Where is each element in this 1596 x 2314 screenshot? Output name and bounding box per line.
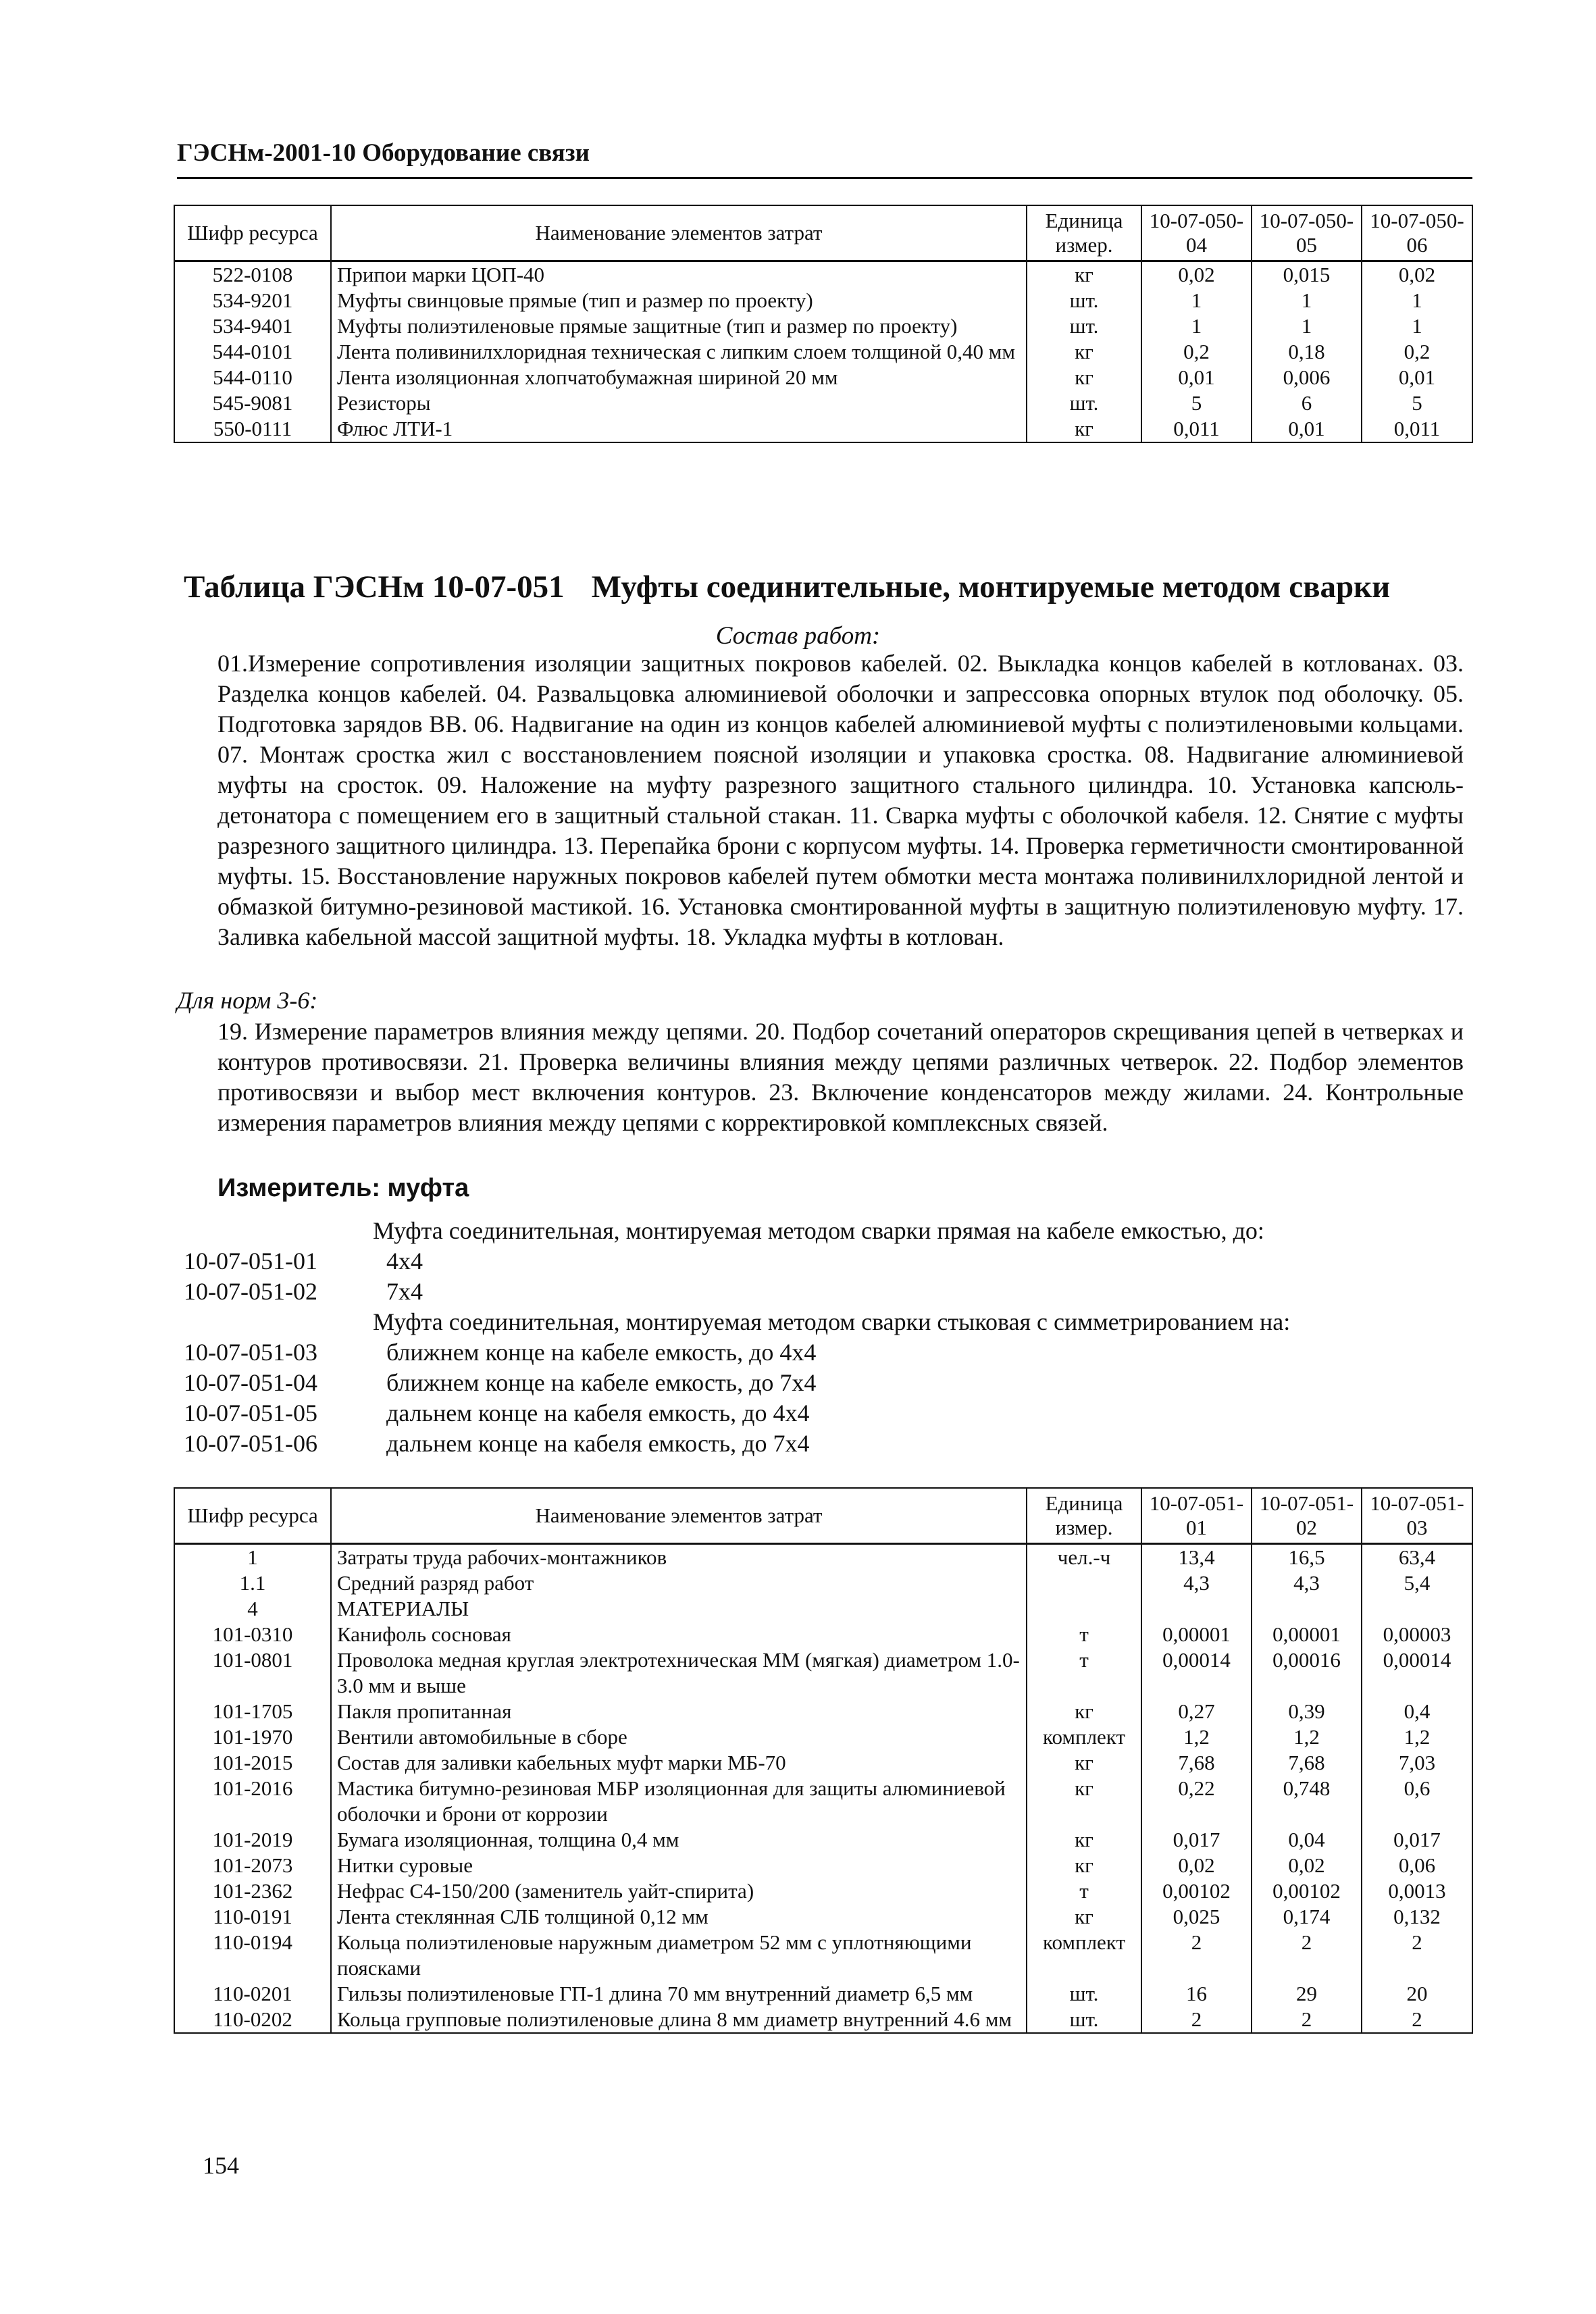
- row-name: Средний разряд работ: [331, 1570, 1027, 1596]
- row-value-3: 0,011: [1362, 416, 1472, 442]
- row-unit: кг: [1027, 1827, 1141, 1853]
- row-unit: кг: [1027, 261, 1141, 288]
- row-code: 534-9201: [174, 288, 331, 313]
- table-row: [174, 1776, 1472, 1827]
- row-name: Вентили автомобильные в сборе: [331, 1724, 1027, 1750]
- row-value-2: 1,2: [1252, 1724, 1362, 1750]
- row-name: Гильзы полиэтиленовые ГП-1 длина 70 мм внутренний диаметр 6,5 мм: [331, 1981, 1027, 2007]
- row-unit: т: [1027, 1622, 1141, 1647]
- row-unit: т: [1027, 1878, 1141, 1904]
- page-number: 154: [203, 2152, 239, 2179]
- table-row: [174, 1544, 1472, 1571]
- row-unit: шт.: [1027, 2007, 1141, 2033]
- row-unit: [1027, 1596, 1141, 1622]
- row-value-3: 0,00014: [1362, 1647, 1472, 1699]
- work-composition-text: 01.Измерение сопротивления изоляции защитных покровов кабелей. 02. Выкладка концов кабелей в котлованах. 03. Разделка концов кабелей. 04. Развальцовка алюминиевой оболочки и запрессовка опорных втулок под оболочку. 05. Подготовка зарядов ВВ. 06. Надвигание на один из концов кабелей алюминиевой муфты с полиэтиленовыми кольцами. 07. Монтаж сростка жил с восстановлением поясной изоляции и упаковка сростка. 08. Надвигание алюминиевой муфты на сросток. 09. Наложение на муфту разрезного защитного стального цилиндра. 10. Установка капсюль-детонатора с помещением его в защитный стальной стакан. 11. Сварка муфты с оболочкой кабеля. 12. Снятие с муфты разрезного защитного цилиндра. 13. Перепайка брони с корпусом муфты. 14. Проверка герметичности смонтированной муфты. 15. Восстановление наружных покровов кабелей путем обмотки места монтажа поливинилхлоридной лентой и обмазкой битумно-резиновой мастикой. 16. Установка смонтированной муфты в защитную полиэтиленовую муфту. 17. Заливка кабельной массой защитной муфты. 18. Укладка муфты в котлован.: [217, 650, 1464, 950]
- row-code: 101-1705: [174, 1699, 331, 1724]
- norm-code: 10-07-051-05: [184, 1399, 317, 1426]
- row-unit: шт.: [1027, 288, 1141, 313]
- table-row: [174, 416, 1472, 442]
- row-value-2: 0,006: [1252, 365, 1362, 390]
- row-unit: кг: [1027, 1853, 1141, 1878]
- table-row: [174, 1853, 1472, 1878]
- row-value-3: 0,02: [1362, 261, 1472, 288]
- running-header: ГЭСНм-2001-10 Оборудование связи: [177, 139, 590, 167]
- table-row: [174, 1827, 1472, 1853]
- table-row: [174, 1981, 1472, 2007]
- table-row: [174, 288, 1472, 313]
- row-value-3: 0,06: [1362, 1853, 1472, 1878]
- norm-list: [184, 1216, 1290, 1459]
- row-name: Резисторы: [331, 390, 1027, 416]
- row-code: 110-0191: [174, 1904, 331, 1930]
- row-code: 4: [174, 1596, 331, 1622]
- norm-code: 10-07-051-04: [184, 1369, 317, 1396]
- row-value-1: 13,4: [1141, 1544, 1252, 1571]
- row-code: 101-2073: [174, 1853, 331, 1878]
- norm-text: дальнем конце на кабеля емкость, до 7х4: [386, 1430, 810, 1457]
- table-header-row: [174, 1488, 1472, 1544]
- row-value-1: 0,2: [1141, 339, 1252, 365]
- table-header-row: [174, 205, 1472, 261]
- row-unit: шт.: [1027, 1981, 1141, 2007]
- row-value-2: 0,00102: [1252, 1878, 1362, 1904]
- table-row: [174, 1570, 1472, 1596]
- row-value-3: 1: [1362, 288, 1472, 313]
- header-unit: Единица измер.: [1027, 1488, 1141, 1544]
- table-row: [174, 1750, 1472, 1776]
- work-composition: [217, 648, 1464, 952]
- row-name: Муфты свинцовые прямые (тип и размер по проекту): [331, 288, 1027, 313]
- row-name: Муфты полиэтиленовые прямые защитные (тип и размер по проекту): [331, 313, 1027, 339]
- table-row: [174, 1622, 1472, 1647]
- row-value-3: 2: [1362, 2007, 1472, 2033]
- row-unit: кг: [1027, 339, 1141, 365]
- extra-work-composition: [217, 1017, 1464, 1138]
- row-value-3: 20: [1362, 1981, 1472, 2007]
- row-value-3: 0,017: [1362, 1827, 1472, 1853]
- norm-group-heading: Муфта соединительная, монтируемая методом сварки стыковая с симметрированием на:: [373, 1308, 1291, 1335]
- row-code: 1: [174, 1544, 331, 1571]
- norm-item: [184, 1277, 1290, 1307]
- row-unit: шт.: [1027, 313, 1141, 339]
- row-value-3: 0,01: [1362, 365, 1472, 390]
- row-code: 110-0201: [174, 1981, 331, 2007]
- row-value-1: 7,68: [1141, 1750, 1252, 1776]
- row-value-2: 0,18: [1252, 339, 1362, 365]
- row-code: 522-0108: [174, 261, 331, 288]
- row-name: Мастика битумно-резиновая МБР изоляционная для защиты алюминиевой оболочки и брони от коррозии: [331, 1776, 1027, 1827]
- measure-label: Измеритель: муфта: [217, 1174, 469, 1202]
- row-value-2: 4,3: [1252, 1570, 1362, 1596]
- row-value-3: [1362, 1596, 1472, 1622]
- table-row: [174, 261, 1472, 288]
- row-name: Лента стеклянная СЛБ толщиной 0,12 мм: [331, 1904, 1027, 1930]
- table2-body: [174, 1544, 1472, 2034]
- table1-body: [174, 261, 1472, 443]
- row-value-2: 1: [1252, 313, 1362, 339]
- header-col-3: 10-07-051-03: [1362, 1488, 1472, 1544]
- row-unit: кг: [1027, 1699, 1141, 1724]
- row-value-1: 2: [1141, 2007, 1252, 2033]
- resource-table-1: [174, 205, 1473, 443]
- row-unit: чел.-ч: [1027, 1544, 1141, 1571]
- row-value-2: 6: [1252, 390, 1362, 416]
- row-value-1: 0,00014: [1141, 1647, 1252, 1699]
- header-rule: [177, 177, 1472, 179]
- header-name: Наименование элементов затрат: [331, 1488, 1027, 1544]
- row-code: 101-2016: [174, 1776, 331, 1827]
- norm-text: ближнем конце на кабеле емкость, до 7х4: [386, 1369, 817, 1396]
- table-row: [174, 1699, 1472, 1724]
- row-value-2: 2: [1252, 1930, 1362, 1981]
- resource-table-2: [174, 1487, 1473, 2034]
- composition-heading: Состав работ:: [715, 622, 881, 650]
- row-value-1: 1,2: [1141, 1724, 1252, 1750]
- row-name: МАТЕРИАЛЫ: [331, 1596, 1027, 1622]
- table-row: [174, 1878, 1472, 1904]
- row-value-2: 0,00016: [1252, 1647, 1362, 1699]
- row-code: 534-9401: [174, 313, 331, 339]
- row-value-2: 0,39: [1252, 1699, 1362, 1724]
- table-row: [174, 1904, 1472, 1930]
- row-value-2: 0,02: [1252, 1853, 1362, 1878]
- norm-text: 4х4: [386, 1248, 423, 1275]
- row-value-2: 7,68: [1252, 1750, 1362, 1776]
- norm-item: [184, 1246, 1290, 1277]
- row-value-3: 0,2: [1362, 339, 1472, 365]
- row-value-2: 0,01: [1252, 416, 1362, 442]
- header-col-3: 10-07-050-06: [1362, 205, 1472, 261]
- row-unit: кг: [1027, 416, 1141, 442]
- row-value-3: 0,4: [1362, 1699, 1472, 1724]
- row-code: 545-9081: [174, 390, 331, 416]
- row-code: 101-2019: [174, 1827, 331, 1853]
- row-value-3: 63,4: [1362, 1544, 1472, 1571]
- row-value-3: 7,03: [1362, 1750, 1472, 1776]
- row-code: 101-0310: [174, 1622, 331, 1647]
- row-value-1: [1141, 1596, 1252, 1622]
- row-unit: кг: [1027, 1904, 1141, 1930]
- row-name: Кольца полиэтиленовые наружным диаметром 52 мм с уплотняющими поясками: [331, 1930, 1027, 1981]
- norm-text: дальнем конце на кабеля емкость, до 4х4: [386, 1399, 810, 1426]
- header-unit: Единица измер.: [1027, 205, 1141, 261]
- row-unit: комплект: [1027, 1724, 1141, 1750]
- norm-item: [184, 1398, 1290, 1429]
- row-name: Проволока медная круглая электротехническая ММ (мягкая) диаметром 1.0-3.0 мм и выше: [331, 1647, 1027, 1699]
- header-col-2: 10-07-050-05: [1252, 205, 1362, 261]
- row-name: Флюс ЛТИ-1: [331, 416, 1027, 442]
- row-unit: кг: [1027, 1776, 1141, 1827]
- row-value-1: 4,3: [1141, 1570, 1252, 1596]
- row-name: Кольца групповые полиэтиленовые длина 8 мм диаметр внутренний 4.6 мм: [331, 2007, 1027, 2033]
- norm-item: [184, 1337, 1290, 1368]
- row-unit: [1027, 1570, 1141, 1596]
- norm-text: ближнем конце на кабеле емкость, до 4х4: [386, 1339, 817, 1366]
- row-value-1: 0,01: [1141, 365, 1252, 390]
- row-name: Припои марки ЦОП-40: [331, 261, 1027, 288]
- row-value-2: [1252, 1596, 1362, 1622]
- row-value-2: 0,174: [1252, 1904, 1362, 1930]
- row-value-3: 0,6: [1362, 1776, 1472, 1827]
- table-number: Таблица ГЭСНм 10-07-051: [184, 569, 565, 605]
- row-value-1: 0,017: [1141, 1827, 1252, 1853]
- table-row: [174, 1724, 1472, 1750]
- row-unit: шт.: [1027, 390, 1141, 416]
- row-value-3: 0,0013: [1362, 1878, 1472, 1904]
- row-name: Лента изоляционная хлопчатобумажная шириной 20 мм: [331, 365, 1027, 390]
- row-name: Нефрас С4-150/200 (заменитель уайт-спирита): [331, 1878, 1027, 1904]
- norm-text: 7х4: [386, 1278, 423, 1305]
- header-col-1: 10-07-050-04: [1141, 205, 1252, 261]
- row-code: 101-2362: [174, 1878, 331, 1904]
- for-norms-label: Для норм 3-6:: [177, 987, 318, 1014]
- row-code: 544-0101: [174, 339, 331, 365]
- row-value-3: 5: [1362, 390, 1472, 416]
- norm-code: 10-07-051-02: [184, 1278, 317, 1305]
- row-value-2: 29: [1252, 1981, 1362, 2007]
- row-value-3: 1: [1362, 313, 1472, 339]
- row-code: 101-2015: [174, 1750, 331, 1776]
- norm-group-heading: Муфта соединительная, монтируемая методом сварки прямая на кабеле емкостью, до:: [373, 1217, 1264, 1244]
- row-value-2: 1: [1252, 288, 1362, 313]
- table-row: [174, 365, 1472, 390]
- row-value-1: 5: [1141, 390, 1252, 416]
- table-row: [174, 1930, 1472, 1981]
- row-code: 550-0111: [174, 416, 331, 442]
- row-value-1: 16: [1141, 1981, 1252, 2007]
- row-value-1: 0,00102: [1141, 1878, 1252, 1904]
- row-name: Затраты труда рабочих-монтажников: [331, 1544, 1027, 1571]
- norm-item: [184, 1429, 1290, 1459]
- row-unit: кг: [1027, 365, 1141, 390]
- row-code: 110-0202: [174, 2007, 331, 2033]
- table-title: [184, 569, 1390, 605]
- row-value-1: 1: [1141, 288, 1252, 313]
- row-value-1: 0,025: [1141, 1904, 1252, 1930]
- header-code: Шифр ресурса: [174, 1488, 331, 1544]
- table-row: [174, 1647, 1472, 1699]
- norm-code: 10-07-051-03: [184, 1339, 317, 1366]
- row-code: 1.1: [174, 1570, 331, 1596]
- header-name: Наименование элементов затрат: [331, 205, 1027, 261]
- row-value-3: 0,132: [1362, 1904, 1472, 1930]
- row-name: Состав для заливки кабельных муфт марки МБ-70: [331, 1750, 1027, 1776]
- header-code: Шифр ресурса: [174, 205, 331, 261]
- header-col-1: 10-07-051-01: [1141, 1488, 1252, 1544]
- row-unit: комплект: [1027, 1930, 1141, 1981]
- norm-code: 10-07-051-01: [184, 1248, 317, 1275]
- row-code: 544-0110: [174, 365, 331, 390]
- row-name: Лента поливинилхлоридная техническая с липким слоем толщиной 0,40 мм: [331, 339, 1027, 365]
- row-value-1: 2: [1141, 1930, 1252, 1981]
- row-value-3: 0,00003: [1362, 1622, 1472, 1647]
- row-name: Бумага изоляционная, толщина 0,4 мм: [331, 1827, 1027, 1853]
- row-value-2: 16,5: [1252, 1544, 1362, 1571]
- extra-work-text: 19. Измерение параметров влияния между цепями. 20. Подбор сочетаний операторов скрещивания цепей в четверках и контуров противосвязи. 21. Проверка величины влияния между цепями различных четверок. 22. Подбор элементов противосвязи и выбор мест включения контуров. 23. Включение конденсаторов между жилами. 24. Контрольные измерения параметров влияния между цепями с корректировкой комплексных связей.: [217, 1018, 1464, 1136]
- row-unit: кг: [1027, 1750, 1141, 1776]
- table-row: [174, 1596, 1472, 1622]
- norm-code: 10-07-051-06: [184, 1430, 317, 1457]
- row-unit: т: [1027, 1647, 1141, 1699]
- row-value-1: 1: [1141, 313, 1252, 339]
- row-code: 101-1970: [174, 1724, 331, 1750]
- table-name: Муфты соединительные, монтируемые методом сварки: [591, 569, 1391, 605]
- row-code: 110-0194: [174, 1930, 331, 1981]
- row-value-1: 0,02: [1141, 1853, 1252, 1878]
- row-name: Канифоль сосновая: [331, 1622, 1027, 1647]
- header-col-2: 10-07-051-02: [1252, 1488, 1362, 1544]
- row-value-1: 0,22: [1141, 1776, 1252, 1827]
- row-value-3: 1,2: [1362, 1724, 1472, 1750]
- row-name: Пакля пропитанная: [331, 1699, 1027, 1724]
- table-row: [174, 2007, 1472, 2033]
- row-value-1: 0,00001: [1141, 1622, 1252, 1647]
- row-value-2: 0,015: [1252, 261, 1362, 288]
- row-value-3: 5,4: [1362, 1570, 1472, 1596]
- row-value-2: 2: [1252, 2007, 1362, 2033]
- table-row: [174, 313, 1472, 339]
- table-row: [174, 339, 1472, 365]
- row-value-2: 0,748: [1252, 1776, 1362, 1827]
- row-code: 101-0801: [174, 1647, 331, 1699]
- row-value-1: 0,011: [1141, 416, 1252, 442]
- row-value-2: 0,04: [1252, 1827, 1362, 1853]
- row-value-3: 2: [1362, 1930, 1472, 1981]
- row-value-2: 0,00001: [1252, 1622, 1362, 1647]
- row-value-1: 0,02: [1141, 261, 1252, 288]
- row-value-1: 0,27: [1141, 1699, 1252, 1724]
- norm-item: [184, 1368, 1290, 1398]
- row-name: Нитки суровые: [331, 1853, 1027, 1878]
- table-row: [174, 390, 1472, 416]
